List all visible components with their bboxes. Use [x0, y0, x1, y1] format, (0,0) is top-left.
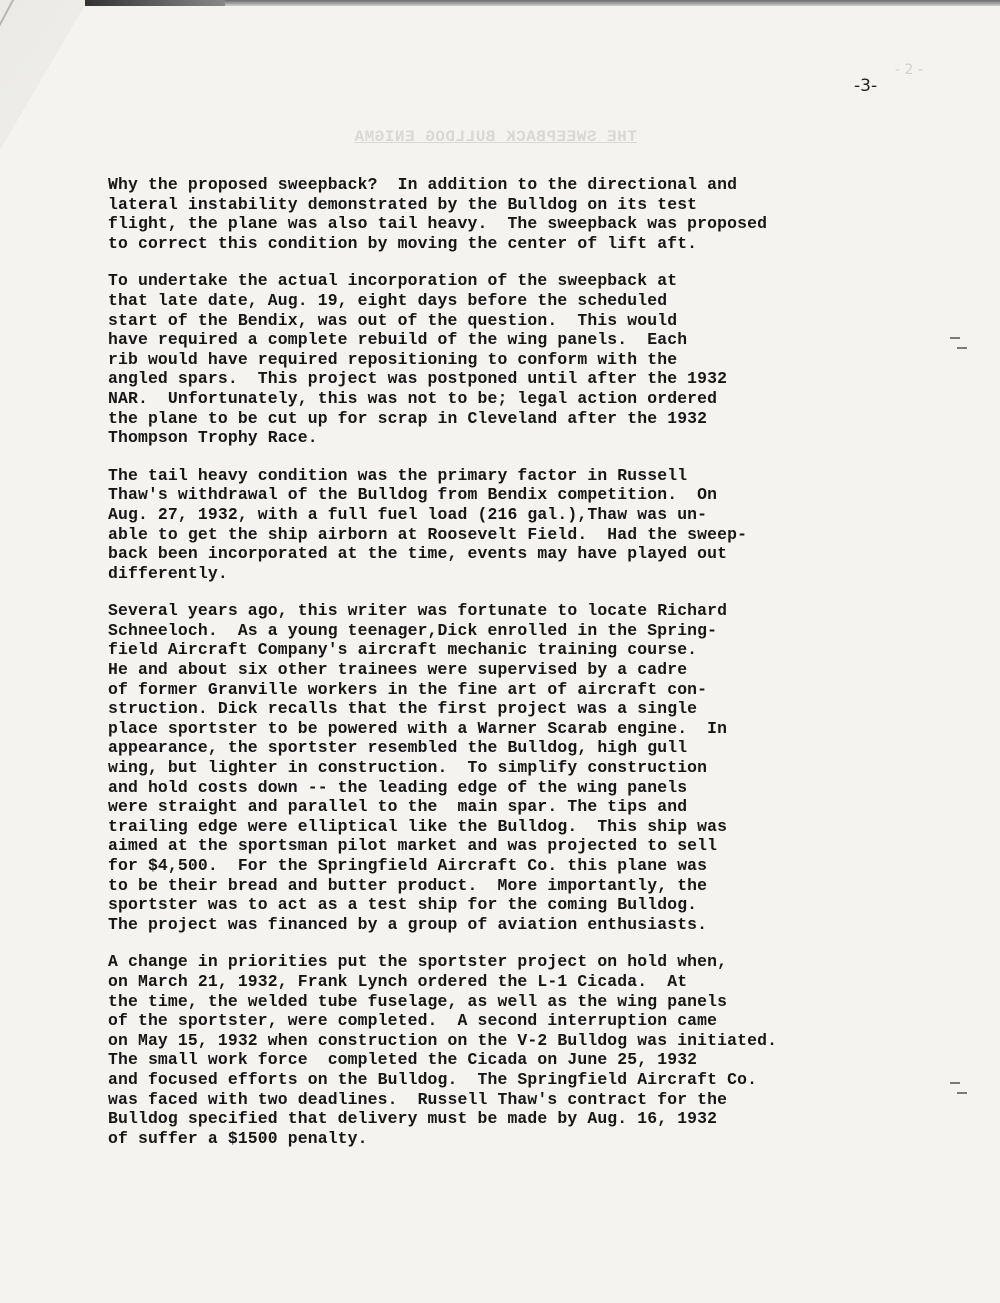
text-line: and focused efforts on the Bulldog. The Springfield Aircraft Co. [108, 1069, 758, 1089]
paragraph-3 [108, 466, 928, 584]
folded-page-corner [0, 0, 88, 150]
text-line: flight, the plane was also tail heavy. The sweepback was proposed [108, 214, 768, 234]
text-line: have required a complete rebuild of the wing panels. Each [108, 330, 688, 350]
text-line: were straight and parallel to the main spar. The tips and [108, 797, 688, 817]
faint-page-number: - 2 - [895, 62, 923, 78]
text-line: of the sportster, were completed. A second interruption came [108, 1011, 718, 1031]
text-line: place sportster to be powered with a Warner Scarab engine. In [108, 718, 728, 738]
text-line: able to get the ship airborn at Roosevelt Field. Had the sweep- [108, 524, 748, 544]
text-line: to correct this condition by moving the center of lift aft. [108, 233, 698, 253]
text-line: was faced with two deadlines. Russell Thaw's contract for the [108, 1089, 728, 1109]
document-body [108, 175, 928, 1166]
text-line: on March 21, 1932, Frank Lynch ordered the L-1 Cicada. At [108, 971, 688, 991]
text-line: Why the proposed sweepback? In addition to the directional and [108, 175, 738, 194]
text-line: To undertake the actual incorporation of the sweepback at [108, 271, 678, 291]
text-line: angled spars. This project was postponed until after the 1932 [108, 369, 728, 389]
text-line: to be their bread and butter product. More importantly, the [108, 875, 708, 895]
text-line: the plane to be cut up for scrap in Cleveland after the 1932 [108, 408, 708, 428]
text-line: rib would have required repositioning to conform with the [108, 349, 678, 369]
text-line: the time, the welded tube fuselage, as well as the wing panels [108, 991, 728, 1011]
text-line: lateral instability demonstrated by the Bulldog on its test [108, 194, 698, 214]
text-line: on May 15, 1932 when construction on the V-2 Bulldog was initiated. [108, 1030, 778, 1050]
text-line: A change in priorities put the sportster project on hold when, [108, 952, 728, 972]
text-line: aimed at the sportsman pilot market and was projected to sell [108, 836, 718, 856]
margin-mark [957, 347, 967, 349]
text-line: differently. [108, 563, 228, 583]
text-line: Several years ago, this writer was fortunate to locate Richard [108, 601, 728, 621]
text-line: He and about six other trainees were supervised by a cadre [108, 660, 688, 680]
margin-mark [950, 1082, 960, 1084]
text-line: Schneeloch. As a young teenager,Dick enrolled in the Spring- [108, 620, 718, 640]
text-line: The project was financed by a group of aviation enthusiasts. [108, 914, 708, 934]
paragraph-2 [108, 271, 928, 447]
text-line: of suffer a $1500 penalty. [108, 1128, 368, 1148]
paragraph-4 [108, 601, 928, 934]
text-line: trailing edge were elliptical like the Bulldog. This ship was [108, 816, 728, 836]
text-line: struction. Dick recalls that the first project was a single [108, 699, 698, 719]
text-line: Aug. 27, 1932, with a full fuel load (216 gal.),Thaw was un- [108, 504, 708, 524]
text-line: sportster was to act as a test ship for the coming Bulldog. [108, 895, 698, 915]
page-number: -3- [854, 76, 878, 96]
show-through-title: THE SWEEPBACK BULLDOG ENIGMA [354, 128, 637, 146]
text-line: The tail heavy condition was the primary factor in Russell [108, 465, 688, 485]
text-line: field Aircraft Company's aircraft mechanic training course. [108, 640, 698, 660]
paragraph-5 [108, 952, 928, 1148]
text-line: start of the Bendix, was out of the question. This would [108, 310, 678, 330]
text-line: NAR. Unfortunately, this was not to be; legal action ordered [108, 388, 718, 408]
text-line: Bulldog specified that delivery must be made by Aug. 16, 1932 [108, 1109, 718, 1129]
text-line: that late date, Aug. 19, eight days before the scheduled [108, 290, 668, 310]
paragraph-1 [108, 175, 928, 253]
text-line: of former Granville workers in the fine art of aircraft con- [108, 679, 708, 699]
margin-mark [957, 1092, 967, 1094]
margin-mark [950, 337, 960, 339]
text-line: appearance, the sportster resembled the Bulldog, high gull [108, 738, 688, 758]
text-line: Thaw's withdrawal of the Bulldog from Bendix competition. On [108, 485, 718, 505]
text-line: back been incorporated at the time, events may have played out [108, 544, 728, 564]
text-line: wing, but lighter in construction. To simplify construction [108, 758, 708, 778]
text-line: The small work force completed the Cicada on June 25, 1932 [108, 1050, 698, 1070]
text-line: for $4,500. For the Springfield Aircraft Co. this plane was [108, 856, 708, 875]
page-top-edge-shadow [85, 0, 225, 6]
text-line: and hold costs down -- the leading edge of the wing panels [108, 777, 688, 797]
text-line: Thompson Trophy Race. [108, 428, 318, 448]
